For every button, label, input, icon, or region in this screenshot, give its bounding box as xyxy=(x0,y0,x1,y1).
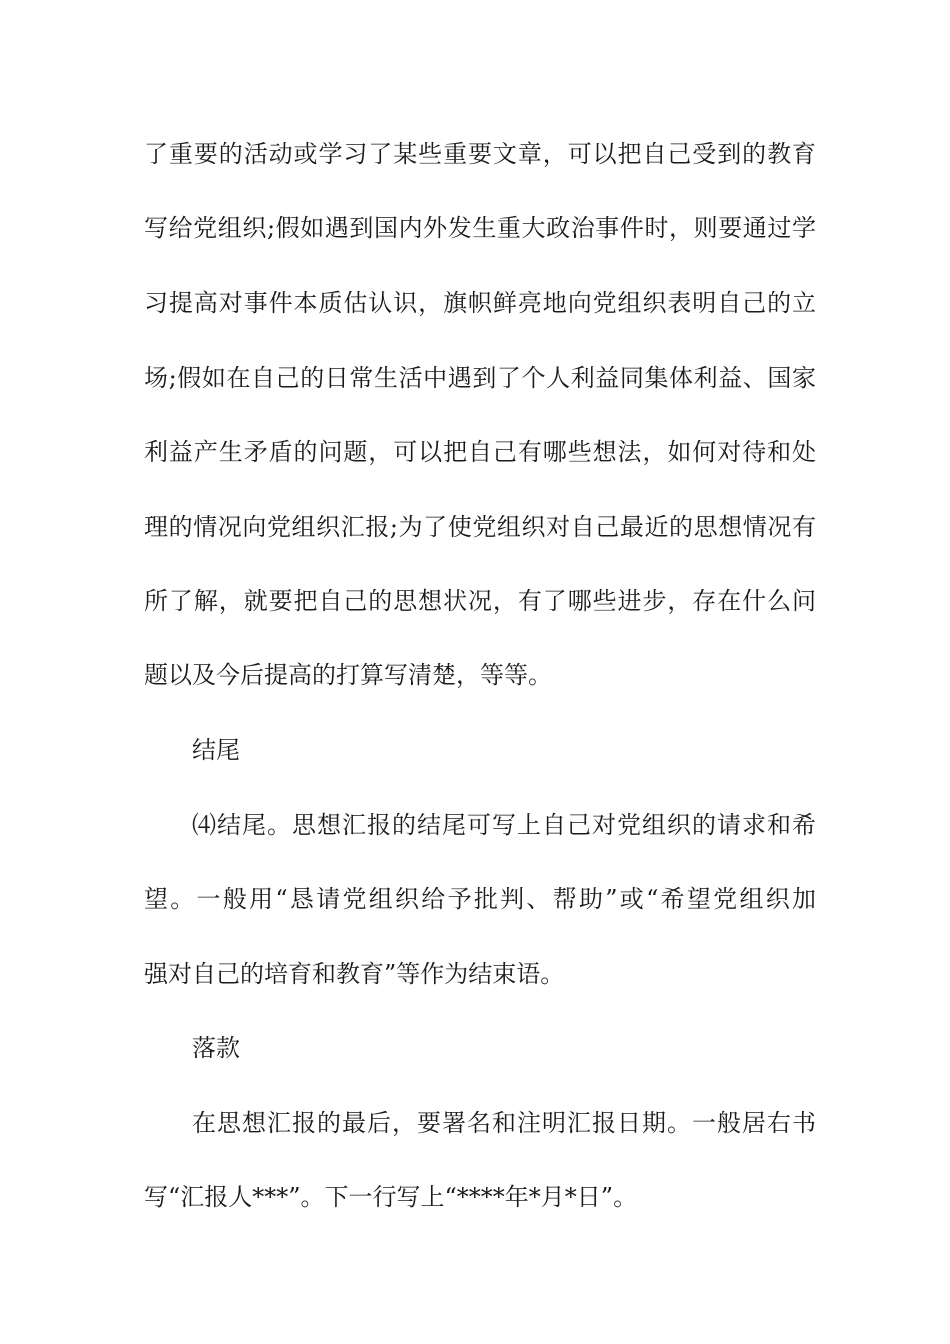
paragraph-line: 利益产生矛盾的问题，可以把自己有哪些想法，如何对待和处 xyxy=(144,438,816,466)
paragraph-line: ⑷结尾。思想汇报的结尾可写上自己对党组织的请求和希 xyxy=(192,811,816,839)
paragraph-line: 所了解，就要把自己的思想状况，有了哪些进步，存在什么问 xyxy=(144,587,816,615)
paragraph-line: 理的情况向党组织汇报;为了使党组织对自己最近的思想情况有 xyxy=(144,513,816,541)
paragraph-line: 望。一般用“恳请党组织给予批判、帮助”或“希望党组织加 xyxy=(144,885,816,913)
section-heading-ending: 结尾 xyxy=(192,736,240,764)
paragraph-line: 强对自己的培育和教育”等作为结束语。 xyxy=(144,960,565,988)
paragraph-line: 写给党组织;假如遇到国内外发生重大政治事件时，则要通过学 xyxy=(144,214,816,242)
section-heading-signature: 落款 xyxy=(192,1034,240,1062)
paragraph-line: 习提高对事件本质估认识，旗帜鲜亮地向党组织表明自己的立 xyxy=(144,289,816,317)
paragraph-line: 题以及今后提高的打算写清楚，等等。 xyxy=(144,661,552,689)
paragraph-line: 场;假如在自己的日常生活中遇到了个人利益同集体利益、国家 xyxy=(144,364,816,392)
paragraph-line: 写“汇报人***”。下一行写上“****年*月*日”。 xyxy=(144,1183,638,1211)
paragraph-line: 在思想汇报的最后，要署名和注明汇报日期。一般居右书 xyxy=(192,1109,816,1137)
paragraph-line: 了重要的活动或学习了某些重要文章，可以把自己受到的教育 xyxy=(144,140,816,168)
